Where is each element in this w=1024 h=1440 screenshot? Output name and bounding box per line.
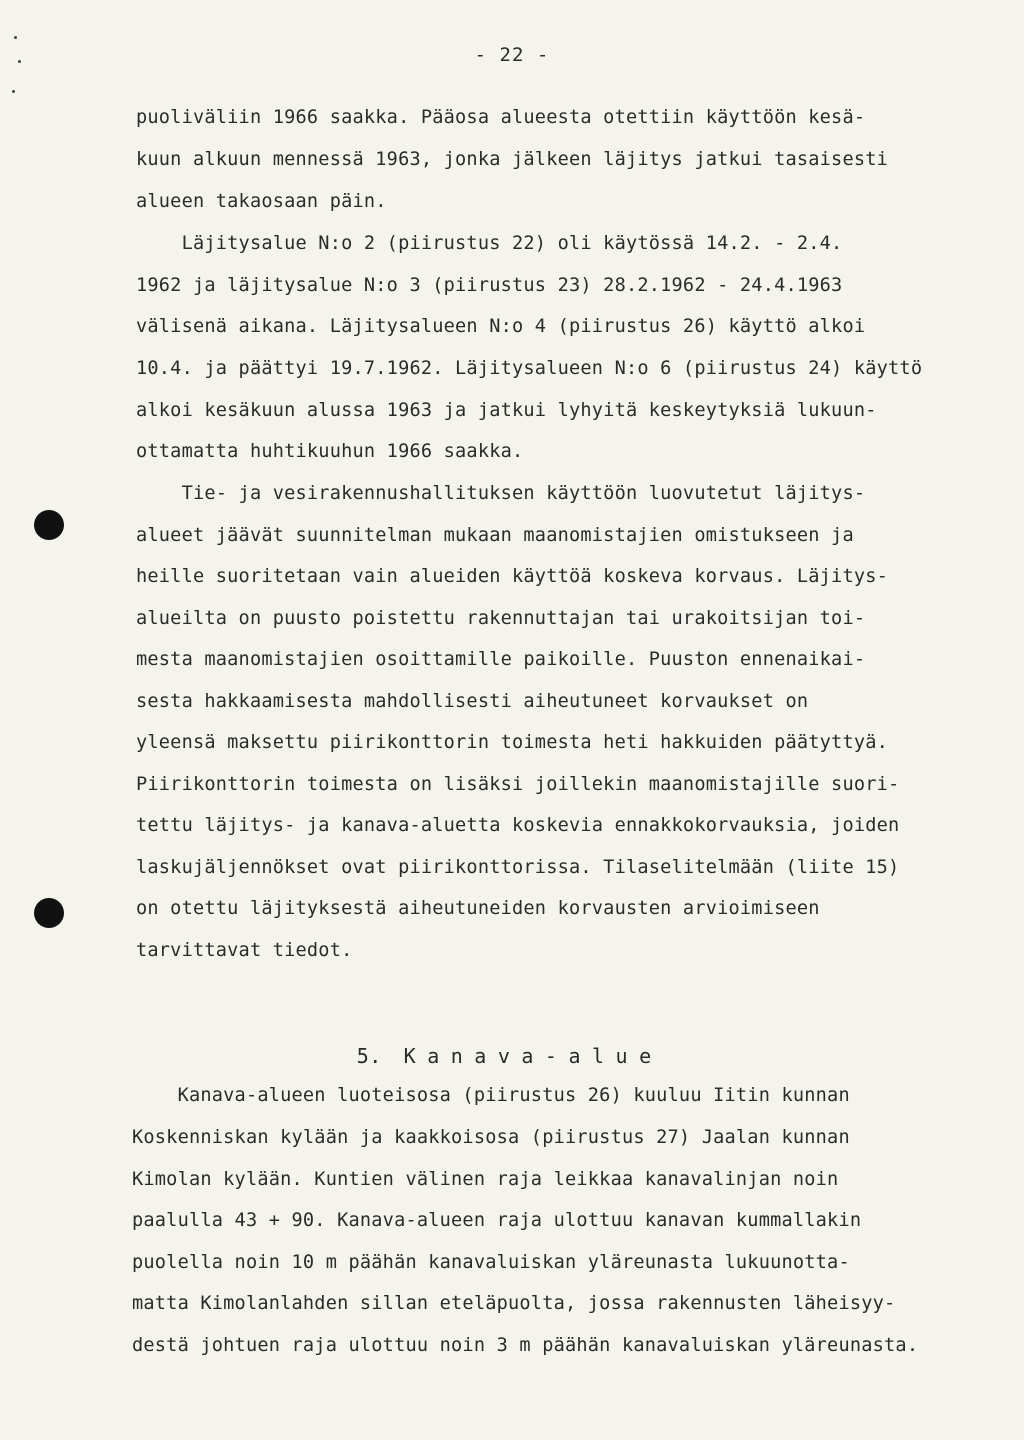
text-line: 10.4. ja päättyi 19.7.1962. Läjitysalueen N:o 6 (piirustus 24) käyttö bbox=[136, 358, 923, 379]
scan-speck bbox=[14, 36, 17, 39]
section-number: 5. bbox=[356, 1044, 382, 1068]
section-heading bbox=[307, 1020, 663, 1092]
section-title: Kanava-alue bbox=[403, 1044, 663, 1068]
text-line: yleensä maksettu piirikonttorin toimesta heti hakkuiden päätyttyä. bbox=[136, 732, 889, 753]
text-line: alueilta on puusto poistettu rakennuttajan tai urakoitsijan toi- bbox=[136, 608, 866, 629]
scan-speck bbox=[12, 90, 15, 93]
text-line: Koskenniskan kylään ja kaakkoisosa (piirustus 27) Jaalan kunnan bbox=[132, 1127, 850, 1148]
page-number: - 22 - bbox=[474, 44, 550, 66]
text-line: destä johtuen raja ulottuu noin 3 m päähän kanavaluiskan yläreunasta. bbox=[132, 1335, 919, 1356]
text-line: puoliväliin 1966 saakka. Pääosa alueesta otettiin käyttöön kesä- bbox=[136, 107, 866, 128]
text-line: laskujäljennökset ovat piirikonttorissa. Tilaselitelmään (liite 15) bbox=[136, 857, 900, 878]
text-line: on otettu läjityksestä aiheutuneiden korvausten arvioimiseen bbox=[136, 898, 820, 919]
text-line: alueen takaosaan päin. bbox=[136, 191, 387, 212]
text-line: välisenä aikana. Läjitysalueen N:o 4 (piirustus 26) käyttö alkoi bbox=[136, 316, 866, 337]
text-line: heille suoritetaan vain alueiden käyttöä koskeva korvaus. Läjitys- bbox=[136, 566, 889, 587]
text-line: Läjitysalue N:o 2 (piirustus 22) oli käytössä 14.2. - 2.4. bbox=[136, 233, 843, 254]
text-line: Kanava-alueen luoteisosa (piirustus 26) kuuluu Iitin kunnan bbox=[132, 1085, 850, 1106]
text-line: Piirikonttorin toimesta on lisäksi joillekin maanomistajille suori- bbox=[136, 774, 900, 795]
text-line: paalulla 43 + 90. Kanava-alueen raja ulottuu kanavan kummallakin bbox=[132, 1210, 862, 1231]
punch-hole bbox=[34, 898, 64, 928]
text-line: ottamatta huhtikuuhun 1966 saakka. bbox=[136, 441, 524, 462]
text-line: Tie- ja vesirakennushallituksen käyttöön luovutetut läjitys- bbox=[136, 483, 866, 504]
text-line: alueet jäävät suunnitelman mukaan maanomistajien omistukseen ja bbox=[136, 525, 854, 546]
text-line: tarvittavat tiedot. bbox=[136, 940, 353, 961]
text-line: tettu läjitys- ja kanava-aluetta koskevia ennakkokorvauksia, joiden bbox=[136, 815, 900, 836]
text-line: Kimolan kylään. Kuntien välinen raja leikkaa kanavalinjan noin bbox=[132, 1169, 839, 1190]
punch-hole bbox=[34, 510, 64, 540]
text-line: alkoi kesäkuun alussa 1963 ja jatkui lyhyitä keskeytyksiä lukuun- bbox=[136, 400, 877, 421]
scan-speck bbox=[18, 60, 21, 63]
text-line: matta Kimolanlahden sillan eteläpuolta, jossa rakennusten läheisyy- bbox=[132, 1293, 896, 1314]
text-line: puolella noin 10 m päähän kanavaluiskan yläreunasta lukuunotta- bbox=[132, 1252, 850, 1273]
text-line: sesta hakkaamisesta mahdollisesti aiheutuneet korvaukset on bbox=[136, 691, 809, 712]
text-line: mesta maanomistajien osoittamille paikoille. Puuston ennenaikai- bbox=[136, 649, 866, 670]
text-line: kuun alkuun mennessä 1963, jonka jälkeen läjitys jatkui tasaisesti bbox=[136, 149, 889, 170]
text-line: 1962 ja läjitysalue N:o 3 (piirustus 23) 28.2.1962 - 24.4.1963 bbox=[136, 275, 843, 296]
